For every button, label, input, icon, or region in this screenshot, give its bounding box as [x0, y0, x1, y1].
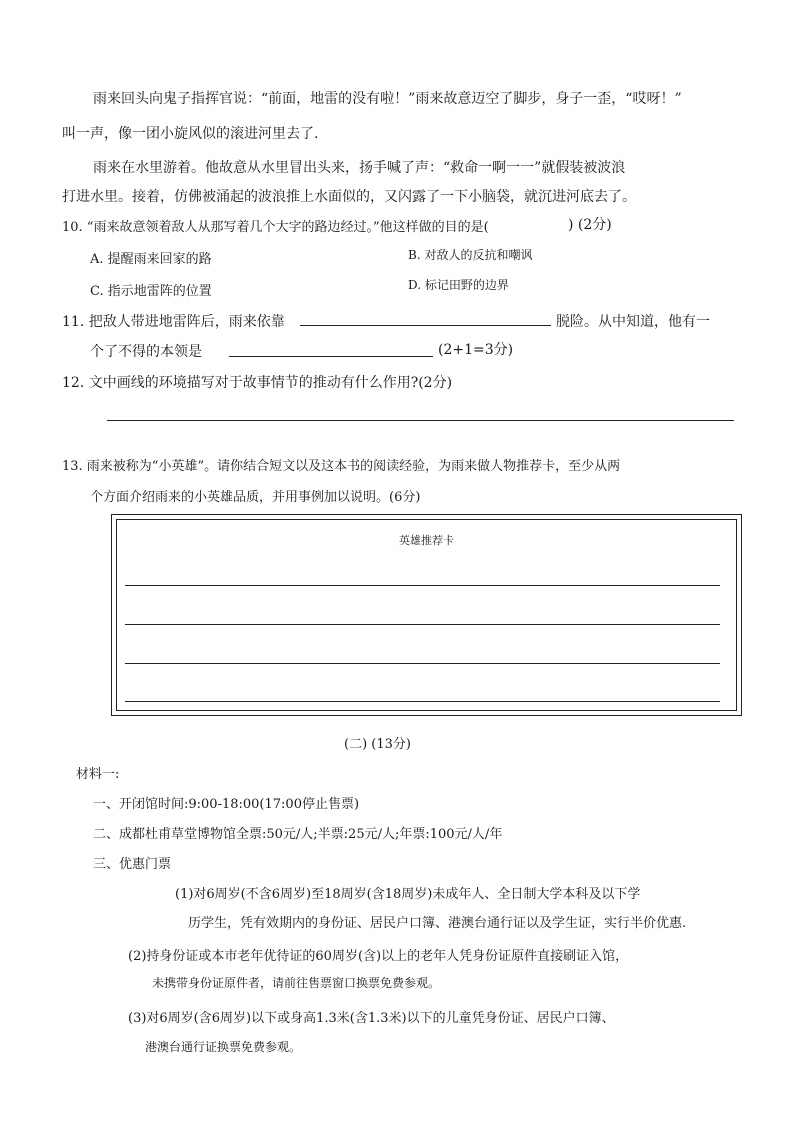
hero-card-line-1[interactable]: [125, 585, 720, 586]
hero-card-title: 英雄推荐卡: [399, 534, 454, 547]
discount-2-line-1: (2)持身份证或本市老年优待证的60周岁(含)以上的老年人凭身份证原件直接刷证入馆，: [128, 949, 629, 964]
discount-1-line-2: 历学生，凭有效期内的身份证、居民户口簿、港澳台通行证以及学生证，实行半价优惠.: [188, 916, 687, 931]
q10-option-a[interactable]: A. 提醒雨来回家的路: [90, 252, 212, 267]
q10-stem-end: ) (2分): [568, 217, 612, 233]
q10-option-b[interactable]: B. 对敌人的反抗和嘲讽: [408, 248, 533, 262]
q11-part-2: 脱险。从中知道，他有一: [556, 314, 710, 330]
passage-line-4: 打进水里。接着，仿佛被涌起的波浪推上水面似的，又闪露了一下小脑袋，就沉进河底去了。: [62, 189, 636, 205]
q11-part-1: 11. 把敌人带进地雷阵后，雨来依靠: [62, 314, 285, 330]
q11-answer-line-1[interactable]: [300, 325, 551, 326]
section-2-heading: (二) (13分): [344, 737, 411, 752]
material-item-1: 一、开闭馆时间:9:00-18:00(17:00停止售票): [93, 797, 360, 812]
hero-card-line-3[interactable]: [125, 663, 720, 664]
material-1-label: 材料一:: [76, 767, 120, 782]
q10-stem: 10. “雨来故意领着敌人从那写着几个大字的路边经过。”他这样做的目的是(: [62, 220, 489, 235]
q12-answer-line[interactable]: [107, 420, 734, 421]
material-item-2: 二、成都杜甫草堂博物馆全票:50元/人;半票:25元/人;年票:100元/人/年: [93, 827, 503, 842]
hero-card-line-2[interactable]: [125, 624, 720, 625]
passage-line-3: 雨来在水里游着。他故意从水里冒出头来，扬手喊了声：“救命一啊一一”就假装被波浪: [93, 160, 626, 176]
hero-card: [111, 514, 742, 716]
discount-3-line-1: (3)对6周岁(含6周岁)以下或身高1.3米(含1.3米)以下的儿童凭身份证、居民户口簿、: [128, 1011, 615, 1026]
hero-card-inner-border: [116, 519, 737, 711]
q11-part-3: 个了不得的本领是: [90, 344, 202, 360]
q11-score: (2+1=3分): [438, 342, 514, 358]
q11-answer-line-2[interactable]: [229, 356, 433, 357]
q12-stem: 12. 文中画线的环境描写对于故事情节的推动有什么作用?(2分): [62, 375, 453, 391]
q10-option-c[interactable]: C. 指示地雷阵的位置: [90, 284, 212, 299]
material-item-3: 三、优惠门票: [93, 857, 172, 872]
q10-option-d[interactable]: D. 标记田野的边界: [408, 278, 509, 292]
passage-line-2: 叫一声，像一团小旋风似的滚进河里去了.: [62, 126, 319, 142]
discount-2-line-2: 未携带身份证原件者，请前往售票窗口换票免费参观。: [152, 976, 441, 990]
hero-card-line-4[interactable]: [125, 701, 720, 702]
q13-line-1: 13. 雨来被称为“小英雄”。请你结合短文以及这本书的阅读经验，为雨来做人物推荐卡，至少从两: [62, 459, 621, 474]
passage-line-1: 雨来回头向鬼子指挥官说：“前面，地雷的没有啦！”雨来故意迈空了脚步，身子一歪，“哎呀！”: [93, 91, 682, 107]
discount-3-line-2: 港澳台通行证换票免费参观。: [145, 1040, 302, 1054]
q13-line-2: 个方面介绍雨来的小英雄品质，并用事例加以说明。(6分): [90, 490, 421, 505]
discount-1-line-1: (1)对6周岁(不含6周岁)至18周岁(含18周岁)未成年人、全日制大学本科及以下学: [175, 887, 641, 902]
